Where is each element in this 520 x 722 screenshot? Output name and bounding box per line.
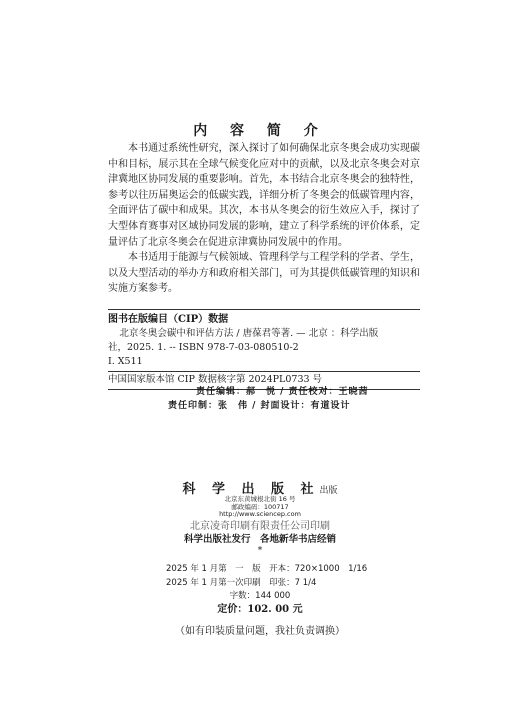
content-summary	[108, 141, 420, 297]
edition-line-2: 2025 年 1 月第一次印刷 印张：7 1/4	[166, 578, 317, 588]
separator-star: *	[257, 546, 263, 556]
word-count: 字数：144 000	[229, 591, 291, 601]
edition-line-1: 2025 年 1 月第 一 版 开本：720×1000 1/16	[166, 564, 368, 574]
credits-line-1: 责任编辑：郝 悦 / 责任校对：王晓茜	[196, 387, 369, 397]
printer-line: 北京凌奇印刷有限责任公司印刷	[190, 521, 330, 532]
editorial-credits	[168, 385, 428, 413]
publisher-url: http://www.sciencep.com	[219, 510, 301, 518]
cip-header: 图书在版编目（CIP）数据	[108, 314, 229, 325]
price: 定价：102. 00 元	[217, 604, 303, 615]
cip-line-3: Ⅰ. X511	[108, 356, 143, 367]
credits-line-2: 责任印制：张 伟 / 封面设计：有道设计	[168, 401, 351, 411]
summary-paragraph-1: 本书通过系统性研究，深入探讨了如何确保北京冬奥会成功实现碳中和目标，展示其在全球气候变化应对中的贡献，以及北京冬奥会对京津冀地区协同发展的重要影响。首先，本书结合北京冬奥会的独特性，参考以往历届奥运会的低碳实践，详细分析了冬奥会的低碳管理内容，全面评估了碳中和成果。其次，本书从冬奥会的衍生效应入手，探讨了大型体育赛事对区域协同发展的影响，建立了科学系统的评价体系，定量评估了北京冬奥会在促进京津冀协同发展中的作用。	[108, 143, 420, 248]
summary-paragraph-2: 本书适用于能源与气候领域、管理科学与工程学科的学者、学生，以及大型活动的举办方和政府相关部门，可为其提供低碳管理的知识和实施方案参考。	[108, 252, 420, 295]
publisher-suffix: 出版	[319, 486, 338, 496]
cip-line-1: 北京冬奥会碳中和评估方法 / 唐葆君等著. — 北京 ：科学出版	[119, 328, 379, 339]
page-title: 内 容 简 介	[193, 123, 327, 139]
cip-line-4: 中国国家版本馆 CIP 数据核字第 2024PL0733 号	[108, 371, 420, 387]
postal-code: 邮政编码：100717	[231, 503, 289, 511]
quality-notice: （如有印装质量问题，我社负责调换）	[175, 626, 345, 637]
publisher-address: 北京东黄城根北街 16 号	[224, 495, 296, 503]
publisher-name: 科 学 出 版 社	[182, 482, 320, 497]
cip-data-block	[108, 309, 420, 390]
cip-line-2: 社，2025. 1. -- ISBN 978-7-03-080510-2	[108, 342, 299, 353]
distributor-line: 科学出版社发行 各地新华书店经销	[183, 534, 336, 545]
